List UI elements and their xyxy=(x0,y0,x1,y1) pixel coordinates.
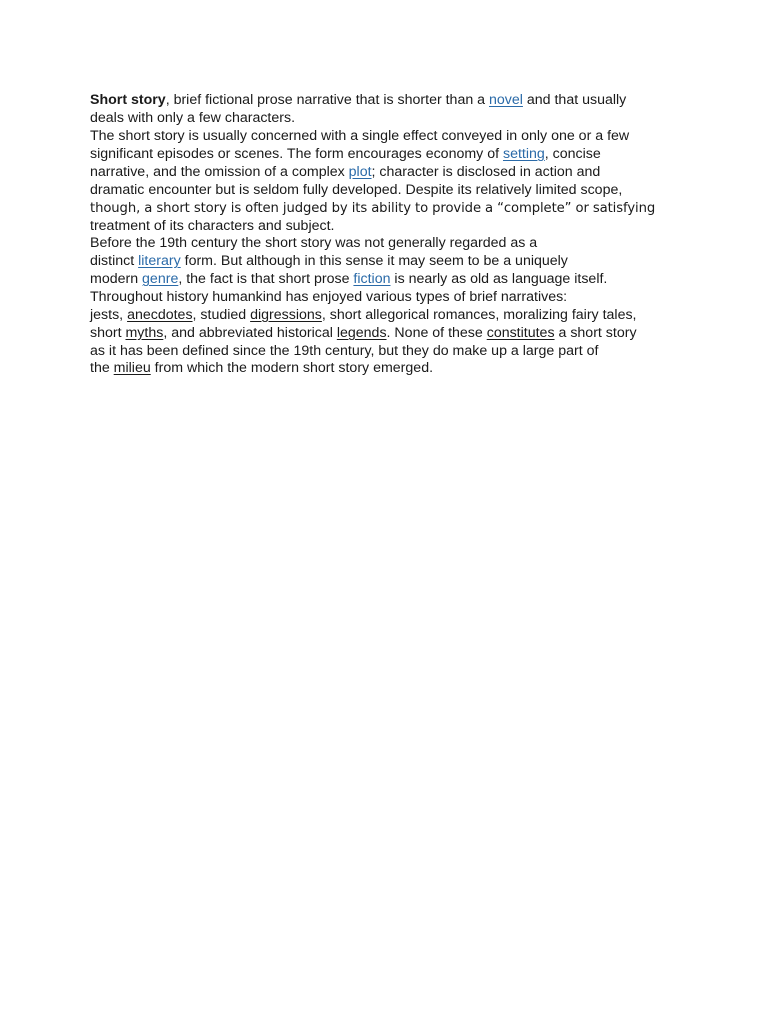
text-line-6 xyxy=(90,182,622,200)
text-line-5 xyxy=(90,164,600,182)
text-line-8 xyxy=(90,218,334,236)
text-run: , and abbreviated historical xyxy=(163,325,337,341)
term-anecdotes: anecdotes xyxy=(127,307,193,323)
text-run: from which the modern short story emerged. xyxy=(150,360,434,376)
text-run: ; character is disclosed in action and xyxy=(371,164,601,180)
text-run: the xyxy=(90,360,114,376)
link-setting[interactable]: setting xyxy=(502,146,545,162)
text-run: , brief fictional prose narrative that is shorter than a xyxy=(165,92,490,108)
text-run: . None of these xyxy=(386,325,487,341)
text-run: treatment of its characters and subject. xyxy=(90,218,335,234)
text-run: narrative, and the omission of a complex xyxy=(90,164,349,180)
term-short-story: Short story xyxy=(90,92,166,108)
text-run: Before the 19th century the short story was not generally regarded as a xyxy=(90,235,538,251)
link-literary[interactable]: literary xyxy=(138,253,181,269)
link-fiction[interactable]: fiction xyxy=(353,271,391,287)
text-line-3 xyxy=(90,128,629,146)
text-line-14 xyxy=(90,325,637,343)
text-run: distinct xyxy=(90,253,139,269)
text-run: , the fact is that short prose xyxy=(178,271,354,287)
text-run: and that usually xyxy=(522,92,627,108)
link-genre[interactable]: genre xyxy=(142,271,179,287)
text-line-12 xyxy=(90,289,567,307)
link-plot[interactable]: plot xyxy=(348,164,372,180)
text-run: as it has been defined since the 19th century, but they do make up a large part of xyxy=(90,343,599,359)
term-milieu: milieu xyxy=(113,360,151,376)
text-line-9 xyxy=(90,235,537,253)
term-digressions: digressions xyxy=(250,307,322,323)
text-line-10 xyxy=(90,253,568,271)
text-run: , concise xyxy=(544,146,601,162)
text-line-2 xyxy=(90,110,295,128)
term-legends: legends xyxy=(336,325,387,341)
text-run: modern xyxy=(90,271,143,287)
text-line-13 xyxy=(90,307,637,325)
text-run: short xyxy=(90,325,126,341)
text-run: Throughout history humankind has enjoyed various types of brief narratives: xyxy=(90,289,568,305)
text-run: though, a short story is often judged by its ability to provide a “complete” or satisfying xyxy=(90,201,656,216)
text-line-15 xyxy=(90,343,598,361)
term-myths: myths xyxy=(125,325,164,341)
link-novel[interactable]: novel xyxy=(489,92,523,108)
text-line-16 xyxy=(90,360,433,378)
text-run: form. But although in this sense it may seem to be a uniquely xyxy=(180,253,568,269)
text-run: deals with only a few characters. xyxy=(90,110,296,126)
text-run: The short story is usually concerned with a single effect conveyed in only one or a few xyxy=(90,128,630,144)
text-run: dramatic encounter but is seldom fully developed. Despite its relatively limited scope, xyxy=(90,182,623,198)
text-run: is nearly as old as language itself. xyxy=(390,271,608,287)
text-line-4 xyxy=(90,146,601,164)
text-run: jests, xyxy=(90,307,128,323)
text-run: , short allegorical romances, moralizing fairy tales, xyxy=(321,307,637,323)
text-line-1 xyxy=(90,92,626,110)
text-run: , studied xyxy=(192,307,251,323)
text-line-11 xyxy=(90,271,607,289)
text-run: significant episodes or scenes. The form encourages economy of xyxy=(90,146,503,162)
text-run: a short story xyxy=(554,325,637,341)
term-constitutes: constitutes xyxy=(486,325,555,341)
text-line-7 xyxy=(90,200,655,218)
